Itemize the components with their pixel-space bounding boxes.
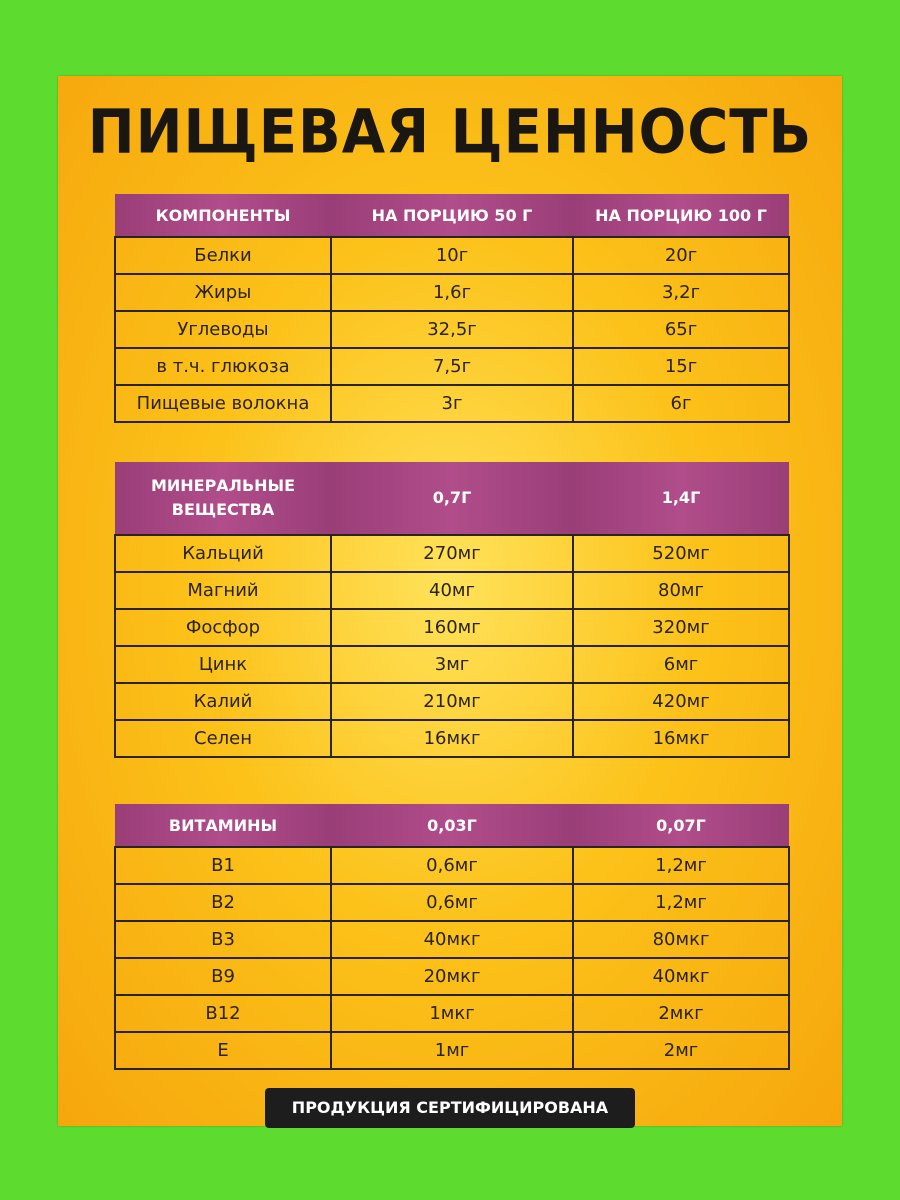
table-row [115, 385, 789, 422]
cell: Кальций [115, 535, 331, 572]
table-header-row [115, 462, 789, 535]
cell: 32,5г [331, 311, 573, 348]
cell: 80мкг [573, 921, 789, 958]
header-cell: НА ПОРЦИЮ 50 Г [331, 194, 573, 237]
certified-badge: ПРОДУКЦИЯ СЕРТИФИЦИРОВАНА [265, 1088, 635, 1128]
cell: B2 [115, 884, 331, 921]
table-row [115, 958, 789, 995]
cell: 7,5г [331, 348, 573, 385]
table-row [115, 720, 789, 757]
header-cell: НА ПОРЦИЮ 100 Г [573, 194, 789, 237]
table-row [115, 274, 789, 311]
cell: 6мг [573, 646, 789, 683]
cell: 1,2мг [573, 847, 789, 884]
cell: 2мг [573, 1032, 789, 1069]
components-table [114, 194, 790, 423]
table-header-row [115, 194, 789, 237]
cell: Фосфор [115, 609, 331, 646]
table-row [115, 921, 789, 958]
header-cell: ВИТАМИНЫ [115, 804, 331, 847]
cell: 6г [573, 385, 789, 422]
cell: 0,6мг [331, 847, 573, 884]
table-row [115, 572, 789, 609]
cell: 0,6мг [331, 884, 573, 921]
table-row [115, 237, 789, 274]
cell: 20г [573, 237, 789, 274]
cell: B3 [115, 921, 331, 958]
table-row [115, 311, 789, 348]
cell: Белки [115, 237, 331, 274]
cell: 2мкг [573, 995, 789, 1032]
cell: 320мг [573, 609, 789, 646]
cell: 40мкг [331, 921, 573, 958]
cell: 3г [331, 385, 573, 422]
header-cell: 1,4Г [573, 462, 789, 535]
cell: 160мг [331, 609, 573, 646]
header-cell: 0,03Г [331, 804, 573, 847]
cell: B12 [115, 995, 331, 1032]
cell: Калий [115, 683, 331, 720]
cell: Пищевые волокна [115, 385, 331, 422]
cell: 1мкг [331, 995, 573, 1032]
cell: 16мкг [331, 720, 573, 757]
minerals-table [114, 462, 790, 758]
vitamins-table [114, 804, 790, 1070]
cell: 210мг [331, 683, 573, 720]
cell: 15г [573, 348, 789, 385]
cell: Цинк [115, 646, 331, 683]
header-cell: 0,7Г [331, 462, 573, 535]
cell: E [115, 1032, 331, 1069]
page-title: ПИЩЕВАЯ ЦЕННОСТЬ [87, 97, 813, 168]
table-row [115, 609, 789, 646]
cell: 10г [331, 237, 573, 274]
cell: 420мг [573, 683, 789, 720]
cell: 1мг [331, 1032, 573, 1069]
cell: B9 [115, 958, 331, 995]
table-row [115, 1032, 789, 1069]
cell: Углеводы [115, 311, 331, 348]
header-cell: МИНЕРАЛЬНЫЕ ВЕЩЕСТВА [115, 462, 331, 535]
cell: Жиры [115, 274, 331, 311]
cell: B1 [115, 847, 331, 884]
table-row [115, 847, 789, 884]
table-row [115, 683, 789, 720]
cell: 520мг [573, 535, 789, 572]
table-header-row [115, 804, 789, 847]
cell: 40мг [331, 572, 573, 609]
cell: 3,2г [573, 274, 789, 311]
cell: Селен [115, 720, 331, 757]
table-row [115, 995, 789, 1032]
cell: 1,2мг [573, 884, 789, 921]
table-row [115, 535, 789, 572]
cell: 80мг [573, 572, 789, 609]
cell: 3мг [331, 646, 573, 683]
table-row [115, 884, 789, 921]
table-row [115, 348, 789, 385]
cell: 40мкг [573, 958, 789, 995]
cell: в т.ч. глюкоза [115, 348, 331, 385]
cell: Магний [115, 572, 331, 609]
cell: 16мкг [573, 720, 789, 757]
cell: 1,6г [331, 274, 573, 311]
table-row [115, 646, 789, 683]
cell: 20мкг [331, 958, 573, 995]
cell: 270мг [331, 535, 573, 572]
header-cell: КОМПОНЕНТЫ [115, 194, 331, 237]
header-cell: 0,07Г [573, 804, 789, 847]
cell: 65г [573, 311, 789, 348]
